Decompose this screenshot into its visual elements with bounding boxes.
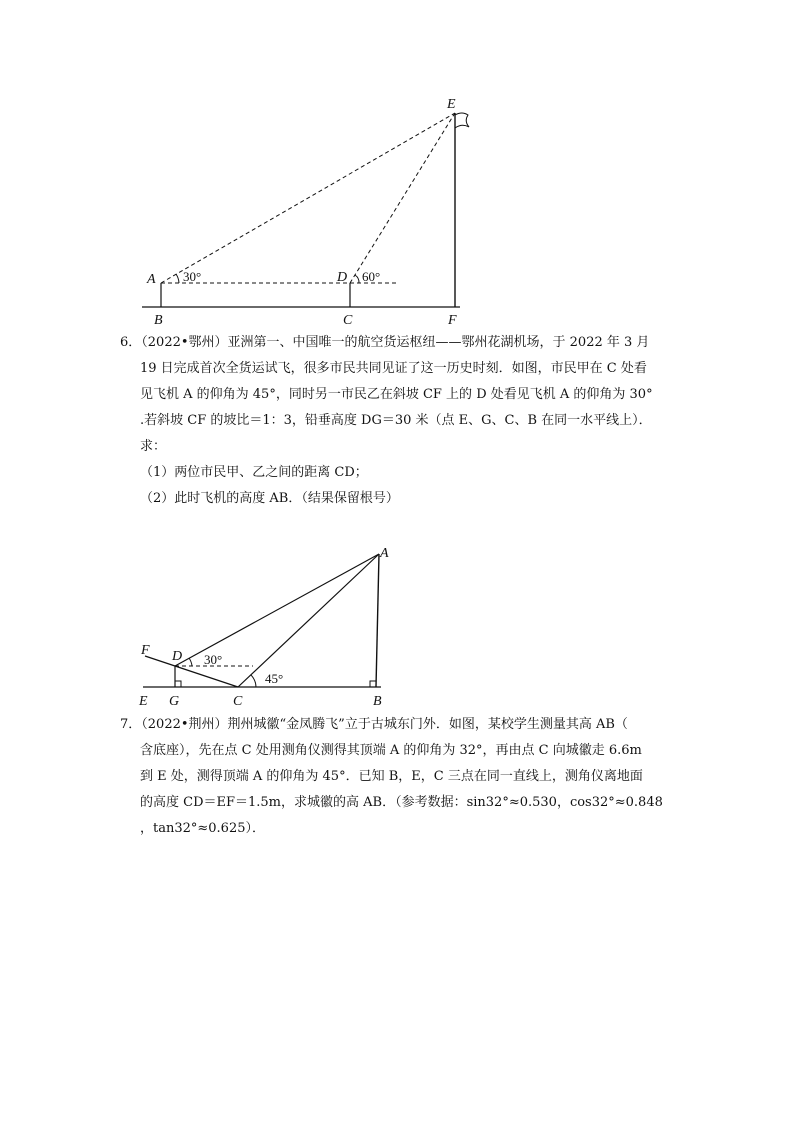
label-E: E: [447, 97, 456, 112]
label-A: A: [380, 546, 389, 561]
segment-AD: [175, 554, 379, 666]
sight-line-DE: [350, 113, 455, 283]
problem-7-number: 7．: [120, 717, 142, 732]
label-F: F: [448, 313, 457, 328]
problem-6-line-3: 见飞机 A 的仰角为 45°，同时另一市民乙在斜坡 CF 上的 D 处看见飞机 A 的仰角为 30°: [140, 387, 653, 402]
angle-label-D: 60°: [362, 269, 381, 284]
label-B: B: [154, 313, 163, 328]
label-C: C: [233, 694, 243, 709]
flag-icon: [455, 113, 469, 128]
problem-7-line-5: ，tan32°≈0.625）．: [140, 821, 265, 836]
problem-7-line-4: 的高度 CD＝EF＝1.5m，求城徽的高 AB．（参考数据：sin32°≈0.530，cos32°≈0.848: [140, 795, 663, 810]
sight-line-AE: [161, 113, 455, 283]
problem-6-line-4: .若斜坡 CF 的坡比＝1：3，铅垂高度 DG＝30 米（点 E、G、C、B 在同一水平线上）．: [140, 413, 652, 428]
label-D: D: [337, 270, 348, 285]
label-F: F: [141, 643, 150, 658]
angle-arc-D: [189, 658, 192, 666]
problem-6-line-1: 6．（2022•鄂州）亚洲第一、中国唯一的航空货运枢纽——鄂州花湖机场，于 2022 年 3 月: [120, 335, 650, 350]
label-A: A: [147, 272, 156, 287]
angle-label-D: 30°: [204, 652, 223, 667]
figure-1-diagram: [130, 90, 490, 330]
problem-6-line-5: 求：: [140, 439, 167, 454]
label-G: G: [169, 694, 180, 709]
right-angle-B: [370, 681, 376, 687]
problem-7: [120, 712, 680, 842]
problem-7-line-2: 含底座），先在点 C 处用测角仪测得其顶端 A 的仰角为 32°，再由点 C 向城徽走 6.6m: [140, 743, 642, 758]
problem-7-line-3: 到 E 处，测得顶端 A 的仰角为 45°．已知 B，E，C 三点在同一直线上，测角仪离地面: [140, 769, 643, 784]
segment-AB: [376, 554, 379, 687]
angle-label-C: 45°: [265, 671, 284, 686]
angle-arc-A: [176, 274, 179, 283]
right-angle-G: [175, 681, 181, 687]
angle-arc-D: [355, 275, 359, 283]
label-B: B: [373, 694, 382, 709]
label-E: E: [139, 694, 148, 709]
problem-6-line-2: 19 日完成首次全货运试飞，很多市民共同见证了这一历史时刻．如图，市民甲在 C 处看: [140, 361, 647, 376]
problem-6: [120, 330, 680, 512]
problem-6-question-2: （2）此时飞机的高度 AB．（结果保留根号）: [140, 491, 399, 506]
problem-7-line-1: 7．（2022•荆州）荆州城徽“金凤腾飞”立于古城东门外．如图，某校学生测量其高 AB（: [120, 717, 628, 732]
problem-6-number: 6．: [120, 335, 142, 350]
problem-6-question-1: （1）两位市民甲、乙之间的距离 CD；: [140, 465, 368, 480]
label-C: C: [343, 313, 353, 328]
angle-label-A: 30°: [183, 269, 202, 284]
segment-AC: [238, 554, 379, 687]
angle-arc-C: [251, 675, 256, 687]
slope-FC: [145, 656, 238, 687]
figure-2-diagram: [135, 540, 405, 710]
label-D: D: [172, 649, 183, 664]
